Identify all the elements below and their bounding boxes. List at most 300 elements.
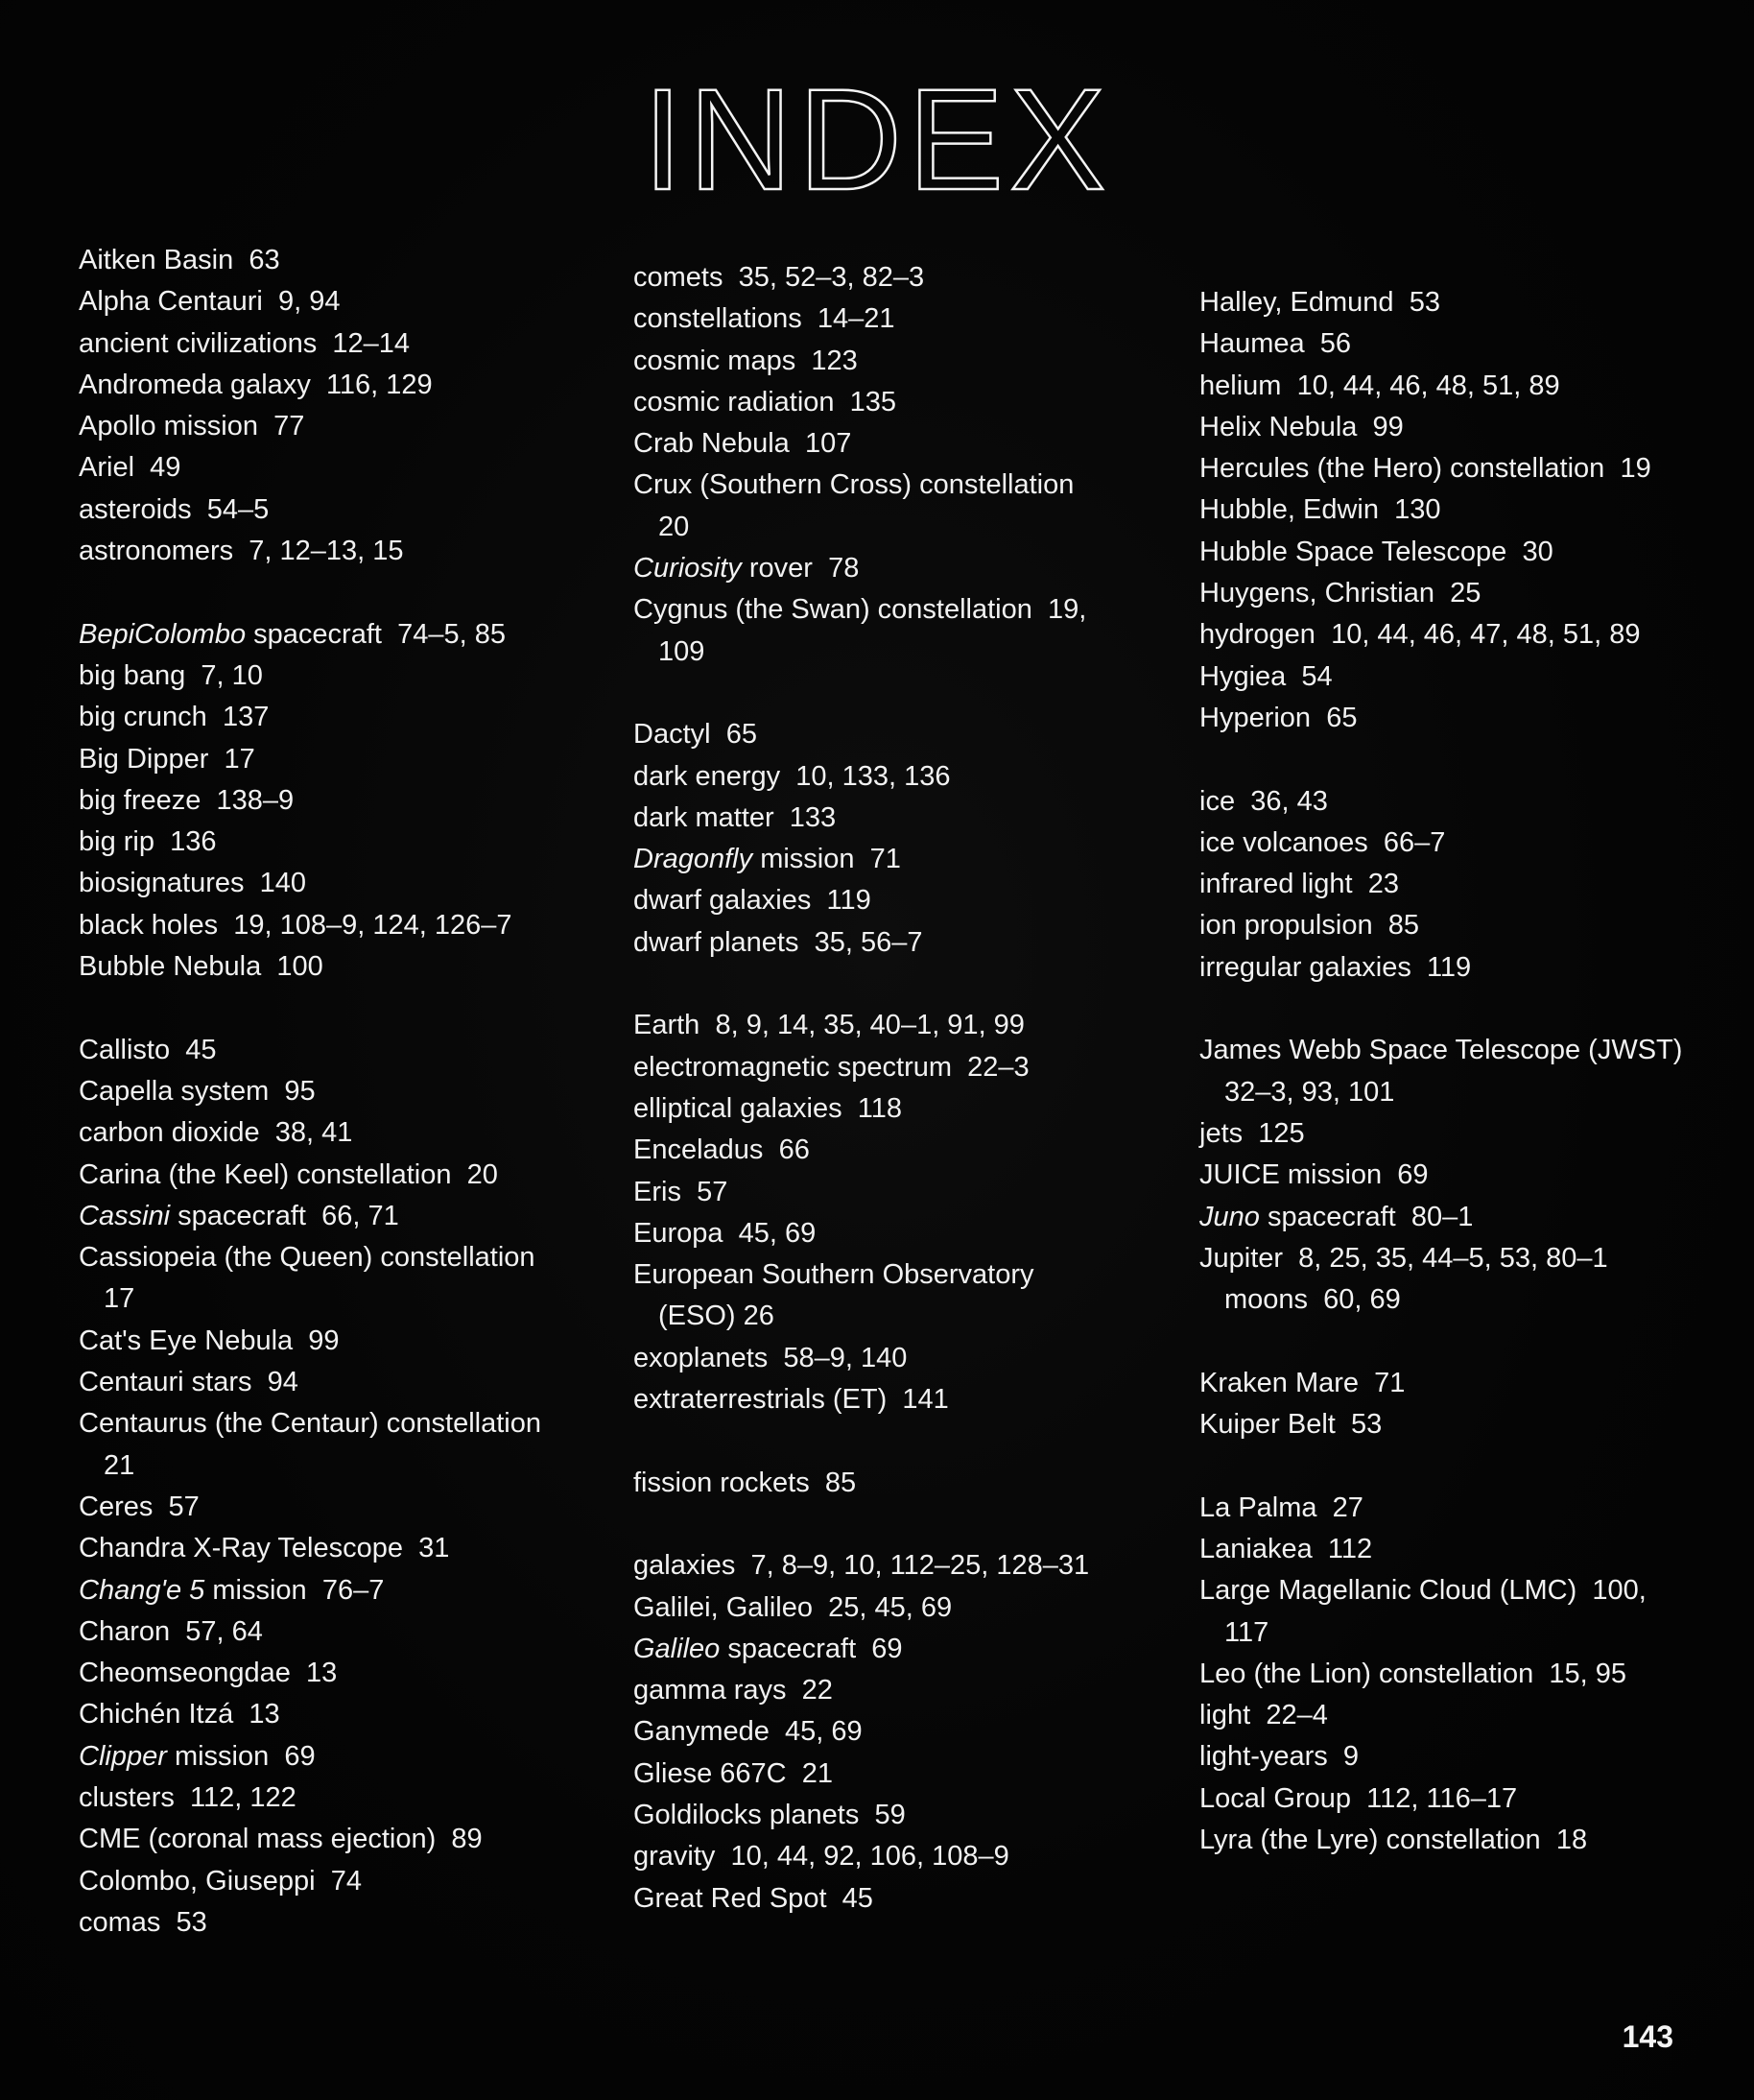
- index-entry: [633, 1878, 1151, 1920]
- index-term: jets: [1199, 1117, 1244, 1149]
- index-entry: [633, 1005, 1151, 1046]
- index-pages: 112, 122: [190, 1781, 296, 1813]
- index-entry: [79, 1570, 578, 1611]
- index-term: Goldilocks planets: [633, 1799, 860, 1830]
- index-entry: [79, 447, 578, 489]
- index-entry: [79, 1694, 578, 1735]
- index-pages: 116, 129: [325, 369, 433, 400]
- index-term: Dactyl: [633, 719, 711, 751]
- index-entry: [1199, 698, 1698, 739]
- index-pages: 45: [185, 1034, 217, 1065]
- index-pages: 36, 43: [1250, 785, 1328, 817]
- index-entry: [1199, 781, 1698, 823]
- index-term: black holes: [79, 909, 219, 941]
- index-term: Crab Nebula: [633, 428, 790, 460]
- index-term: Halley, Edmund: [1199, 287, 1394, 318]
- index-term: Centauri stars: [79, 1367, 252, 1398]
- index-entry: [1199, 864, 1698, 905]
- index-term: light-years: [1199, 1741, 1328, 1773]
- index-entry: [79, 739, 578, 780]
- index-term: Alpha Centauri: [79, 286, 263, 318]
- index-entry-continuation: [1199, 1072, 1698, 1113]
- index-pages: 56: [1319, 328, 1352, 360]
- index-entry: [79, 697, 578, 738]
- index-entry: [79, 1196, 578, 1237]
- index-pages: 9: [1342, 1741, 1360, 1773]
- index-pages: 135: [849, 386, 897, 418]
- index-pages: 65: [1326, 702, 1358, 733]
- index-entry: [79, 614, 578, 656]
- index-entry: [1199, 1488, 1698, 1529]
- index-entry: [79, 489, 578, 531]
- index-pages: 71: [869, 844, 901, 875]
- index-entry: [79, 1653, 578, 1694]
- index-term-suffix: spacecraft: [1267, 1201, 1396, 1232]
- index-entry: [1199, 282, 1698, 323]
- index-term: ion propulsion: [1199, 910, 1373, 942]
- index-entry: [1199, 1820, 1698, 1861]
- index-entry: [1199, 1404, 1698, 1445]
- index-term: Andromeda galaxy: [79, 369, 311, 400]
- index-pages: 130: [1394, 494, 1441, 526]
- index-subpages: 60, 69: [1323, 1284, 1401, 1316]
- index-term: Europa: [633, 1217, 723, 1249]
- index-term: Charon: [79, 1615, 171, 1647]
- index-entry: [633, 1587, 1151, 1629]
- index-entry: [633, 1379, 1151, 1420]
- index-entry: [633, 1213, 1151, 1254]
- index-pages: 7, 12–13, 15: [249, 536, 404, 567]
- index-pages: 27: [1332, 1491, 1363, 1523]
- index-pages: 94: [267, 1367, 298, 1398]
- index-term: big crunch: [79, 702, 207, 733]
- index-pages: 133: [789, 801, 837, 833]
- index-term: BepiColombo: [79, 618, 247, 650]
- index-term: Laniakea: [1199, 1533, 1313, 1564]
- index-term-continuation: (ESO): [658, 1301, 736, 1332]
- index-entry: [79, 240, 578, 281]
- index-pages: 35, 56–7: [814, 926, 923, 958]
- index-entry: [79, 1736, 578, 1778]
- index-entry: [79, 822, 578, 863]
- index-entry: [1199, 1155, 1698, 1196]
- index-pages: 57, 64: [185, 1615, 263, 1647]
- index-term: Callisto: [79, 1034, 171, 1065]
- index-pages: 12–14: [332, 327, 411, 359]
- index-term: Centaurus (the Centaur) constellation: [79, 1408, 541, 1440]
- index-pages: 22–4: [1266, 1700, 1328, 1731]
- index-term: JUICE mission: [1199, 1159, 1383, 1191]
- index-entry: [633, 1754, 1151, 1795]
- index-pages: 23: [1367, 869, 1399, 900]
- index-entry: [79, 365, 578, 406]
- index-term-suffix: spacecraft: [727, 1633, 857, 1664]
- index-pages: 22–3: [967, 1051, 1030, 1083]
- index-pages: 7, 10: [201, 659, 263, 691]
- index-entry: [79, 1902, 578, 1944]
- index-pages: 63: [249, 245, 280, 275]
- index-pages: 66: [778, 1134, 810, 1166]
- index-term: Aitken Basin: [79, 245, 234, 275]
- index-term-suffix: mission: [174, 1740, 270, 1772]
- index-entry: [1199, 532, 1698, 573]
- index-pages: 80–1: [1410, 1201, 1474, 1232]
- index-entry: [1199, 614, 1698, 656]
- index-pages: 10, 44, 92, 106, 108–9: [730, 1841, 1009, 1873]
- index-entry: [1199, 1570, 1698, 1654]
- index-pages: 123: [811, 345, 858, 376]
- index-pages: 77: [273, 411, 305, 442]
- index-term: Galilei, Galileo: [633, 1591, 813, 1623]
- index-term: Juno: [1199, 1201, 1260, 1232]
- index-term: ancient civilizations: [79, 327, 318, 359]
- index-pages: 71: [1374, 1367, 1406, 1398]
- index-term: gravity: [633, 1841, 716, 1873]
- index-entry: [633, 548, 1151, 589]
- index-entry: [1199, 656, 1698, 698]
- index-entry-continuation: [79, 1445, 578, 1487]
- index-term: electromagnetic spectrum: [633, 1051, 953, 1083]
- index-pages: 69: [1397, 1159, 1429, 1191]
- index-term: dwarf galaxies: [633, 885, 812, 917]
- index-term: Ganymede: [633, 1716, 770, 1748]
- index-term: comas: [79, 1906, 161, 1938]
- index-pages: 95: [284, 1075, 316, 1107]
- index-entry: [633, 839, 1151, 880]
- index-term: dark matter: [633, 801, 774, 833]
- index-pages: 59: [874, 1799, 906, 1830]
- index-pages: 20: [658, 511, 690, 542]
- index-term: Local Group: [1199, 1782, 1351, 1814]
- index-term: Curiosity: [633, 553, 742, 585]
- index-term: biosignatures: [79, 868, 245, 899]
- index-subterm: moons: [1224, 1284, 1309, 1316]
- index-pages: 74: [330, 1865, 363, 1897]
- index-term: dark energy: [633, 760, 781, 792]
- index-pages: 118: [857, 1092, 902, 1124]
- index-term: Chang'e 5: [79, 1574, 205, 1606]
- index-term: Bubble Nebula: [79, 951, 262, 983]
- index-entry: [633, 1670, 1151, 1711]
- index-entry: [79, 281, 578, 322]
- index-entry: [633, 298, 1151, 340]
- index-pages: 21: [801, 1757, 833, 1789]
- index-term: James Webb Space Telescope (JWST): [1199, 1035, 1683, 1066]
- page-number: 143: [1622, 2019, 1673, 2054]
- index-entry: [633, 798, 1151, 839]
- index-entry: [1199, 366, 1698, 407]
- index-pages: 17: [104, 1283, 135, 1315]
- index-entry: [633, 423, 1151, 465]
- index-pages: 35, 52–3, 82–3: [738, 262, 925, 293]
- index-pages: 10, 44, 46, 47, 48, 51, 89: [1331, 619, 1641, 651]
- index-pages: 58–9, 140: [783, 1342, 908, 1373]
- index-entry: [633, 1711, 1151, 1753]
- index-pages: 14–21: [817, 303, 895, 335]
- index-entry: [633, 1629, 1151, 1670]
- index-term: helium: [1199, 370, 1282, 401]
- index-term: clusters: [79, 1781, 175, 1813]
- index-term: Hubble, Edwin: [1199, 494, 1379, 526]
- section-gap: [1199, 989, 1698, 1030]
- index-entry: [79, 780, 578, 822]
- section-gap: [79, 988, 578, 1029]
- index-entry: [633, 1172, 1151, 1213]
- index-term: constellations: [633, 303, 802, 335]
- index-entry: [79, 1362, 578, 1403]
- index-pages: 45, 69: [784, 1716, 863, 1748]
- index-pages: 112: [1327, 1533, 1373, 1564]
- index-entry: [79, 406, 578, 447]
- index-entry: [633, 1545, 1151, 1587]
- index-term: asteroids: [79, 493, 192, 525]
- index-pages: 18: [1555, 1824, 1588, 1855]
- index-term-suffix: spacecraft: [178, 1200, 306, 1231]
- index-pages: 112, 116–17: [1366, 1782, 1518, 1814]
- index-entry: [1199, 407, 1698, 448]
- index-term: Colombo, Giuseppi: [79, 1865, 316, 1897]
- index-entry: [79, 1112, 578, 1154]
- index-pages: 19, 108–9, 124, 126–7: [233, 909, 512, 941]
- index-term: carbon dioxide: [79, 1117, 260, 1149]
- index-pages: 99: [1372, 411, 1404, 442]
- index-entry: [1199, 1363, 1698, 1404]
- index-entry: [633, 1795, 1151, 1836]
- index-term: Chandra X-Ray Telescope: [79, 1533, 403, 1564]
- index-pages: 137: [222, 702, 270, 733]
- index-term: Galileo: [633, 1633, 721, 1664]
- index-term: irregular galaxies: [1199, 951, 1411, 983]
- index-entry: [79, 1611, 578, 1653]
- index-pages: 53: [176, 1906, 207, 1938]
- index-pages: 119: [1426, 951, 1472, 983]
- index-term: Cygnus (the Swan) constellation: [633, 594, 1032, 626]
- index-pages: 38, 41: [274, 1117, 353, 1149]
- index-pages: 26: [743, 1301, 774, 1332]
- index-term: Gliese 667C: [633, 1757, 787, 1789]
- index-entry: [633, 1254, 1151, 1338]
- index-pages: 140: [259, 868, 307, 899]
- index-entry: [79, 531, 578, 572]
- index-pages: 22: [801, 1675, 833, 1706]
- index-pages: 66–7: [1383, 826, 1446, 858]
- index-pages: 25, 45, 69: [828, 1591, 953, 1623]
- index-term: big rip: [79, 826, 154, 858]
- index-pages: 21: [104, 1449, 135, 1481]
- index-entry: [633, 1130, 1151, 1171]
- index-column-2: [633, 257, 1151, 1920]
- index-column-3: [1199, 282, 1698, 1861]
- index-pages: 53: [1409, 287, 1440, 318]
- index-entry: [633, 1463, 1151, 1504]
- index-term: Crux (Southern Cross) constellation: [633, 469, 1075, 501]
- index-term: cosmic radiation: [633, 386, 835, 418]
- index-entry: [1199, 1778, 1698, 1820]
- index-entry: [1199, 489, 1698, 531]
- index-pages: 78: [828, 553, 860, 585]
- index-pages-continuation: 117: [1224, 1616, 1269, 1648]
- index-term: hydrogen: [1199, 619, 1316, 651]
- index-term: Carina (the Keel) constellation: [79, 1158, 452, 1190]
- index-term: Hygiea: [1199, 660, 1287, 692]
- index-entry: [1199, 1030, 1698, 1113]
- index-entry: [79, 946, 578, 988]
- index-pages: 7, 8–9, 10, 112–25, 128–31: [750, 1550, 1090, 1582]
- index-term: Clipper: [79, 1740, 167, 1772]
- index-entry: [633, 465, 1151, 548]
- index-entry: [633, 1338, 1151, 1379]
- index-entry: [1199, 1529, 1698, 1570]
- index-entry: [633, 257, 1151, 298]
- index-term: Kuiper Belt: [1199, 1409, 1336, 1441]
- index-term: infrared light: [1199, 869, 1353, 900]
- index-term: European Southern Observatory: [633, 1259, 1034, 1291]
- index-column-1: [79, 240, 578, 1944]
- index-pages: 69: [284, 1740, 316, 1772]
- index-term: comets: [633, 262, 723, 293]
- index-pages: 125: [1258, 1117, 1305, 1149]
- index-pages: 107: [804, 428, 852, 460]
- index-entry-continuation: [633, 507, 1151, 548]
- section-gap: [633, 1420, 1151, 1462]
- index-term: Cheomseongdae: [79, 1658, 291, 1689]
- index-term: elliptical galaxies: [633, 1092, 842, 1124]
- index-term: Chichén Itzá: [79, 1699, 234, 1730]
- index-term: Ariel: [79, 452, 135, 484]
- index-term: fission rockets: [633, 1467, 810, 1498]
- index-entry: [79, 1778, 578, 1819]
- index-pages-continuation: 109: [658, 635, 705, 667]
- index-pages: 19,: [1048, 594, 1087, 626]
- index-entry-continuation: [633, 1296, 1151, 1337]
- index-entry: [633, 341, 1151, 382]
- index-pages: 8, 9, 14, 35, 40–1, 91, 99: [715, 1010, 1025, 1041]
- index-term: astronomers: [79, 536, 234, 567]
- index-pages: 17: [224, 743, 255, 775]
- index-term: Cassiopeia (the Queen) constellation: [79, 1242, 535, 1274]
- index-pages: 57: [697, 1176, 728, 1207]
- index-term: big bang: [79, 659, 186, 691]
- index-pages: 85: [1387, 910, 1419, 942]
- index-entry: [79, 1403, 578, 1487]
- index-term: galaxies: [633, 1550, 736, 1582]
- index-term: Apollo mission: [79, 411, 258, 442]
- index-pages: 119: [826, 885, 871, 917]
- index-term: dwarf planets: [633, 926, 799, 958]
- index-term: Leo (the Lion) constellation: [1199, 1658, 1534, 1689]
- index-term: Big Dipper: [79, 743, 209, 775]
- index-pages: 20: [466, 1158, 498, 1190]
- index-entry: [1199, 1654, 1698, 1695]
- index-term: extraterrestrials (ET): [633, 1384, 888, 1416]
- index-entry: [633, 382, 1151, 423]
- index-pages: 31: [418, 1533, 450, 1564]
- index-pages: 69: [871, 1633, 903, 1664]
- index-pages: 10, 133, 136: [795, 760, 951, 792]
- index-pages: 74–5, 85: [397, 618, 506, 650]
- section-gap: [633, 964, 1151, 1005]
- index-pages: 66, 71: [321, 1200, 399, 1231]
- index-pages: 49: [150, 452, 181, 484]
- index-entry: [1199, 947, 1698, 989]
- index-pages: 54–5: [206, 493, 270, 525]
- index-pages: 19: [1620, 453, 1651, 485]
- index-term-suffix: mission: [212, 1574, 307, 1606]
- index-entry: [1199, 1736, 1698, 1778]
- index-entry: [1199, 823, 1698, 864]
- index-pages: 9, 94: [277, 286, 341, 318]
- index-entry: [633, 922, 1151, 964]
- index-entry: [79, 1071, 578, 1112]
- index-term: Large Magellanic Cloud (LMC): [1199, 1575, 1577, 1607]
- index-term: Hyperion: [1199, 702, 1312, 733]
- index-term: Kraken Mare: [1199, 1367, 1360, 1398]
- index-entry: [1199, 448, 1698, 489]
- index-pages: 54: [1301, 660, 1333, 692]
- index-term: Hercules (the Hero) constellation: [1199, 453, 1605, 485]
- index-entry: [1199, 1695, 1698, 1736]
- section-gap: [1199, 1321, 1698, 1362]
- index-term: Huygens, Christian: [1199, 578, 1434, 609]
- index-term: La Palma: [1199, 1491, 1317, 1523]
- index-entry: [633, 880, 1151, 921]
- index-pages: 100,: [1592, 1575, 1647, 1607]
- index-term-suffix: spacecraft: [253, 618, 382, 650]
- index-pages: 53: [1350, 1409, 1383, 1441]
- index-term: Hubble Space Telescope: [1199, 536, 1507, 567]
- index-subentry: [1199, 1279, 1698, 1321]
- index-entry: [1199, 1238, 1698, 1322]
- index-term: ice volcanoes: [1199, 826, 1368, 858]
- index-term: Great Red Spot: [633, 1882, 827, 1914]
- index-term: big freeze: [79, 784, 201, 816]
- index-term: Cassini: [79, 1200, 171, 1231]
- index-entry: [633, 1047, 1151, 1088]
- index-pages: 65: [725, 719, 757, 751]
- index-term: Earth: [633, 1010, 700, 1041]
- index-entry: [79, 1528, 578, 1569]
- index-pages: 76–7: [321, 1574, 385, 1606]
- index-pages: 32–3, 93, 101: [1224, 1076, 1395, 1108]
- index-pages: 99: [308, 1324, 340, 1356]
- index-entry: [633, 714, 1151, 755]
- index-term: CME (coronal mass ejection): [79, 1824, 437, 1855]
- index-pages: 30: [1522, 536, 1553, 567]
- index-entry: [79, 1030, 578, 1071]
- index-entry: [633, 589, 1151, 673]
- index-term: Dragonfly: [633, 844, 753, 875]
- index-entry: [79, 1487, 578, 1528]
- index-pages: 138–9: [216, 784, 295, 816]
- index-pages: 8, 25, 35, 44–5, 53, 80–1: [1298, 1242, 1608, 1274]
- index-term: ice: [1199, 785, 1236, 817]
- index-entry: [79, 323, 578, 365]
- index-term: cosmic maps: [633, 345, 796, 376]
- index-pages: 136: [170, 826, 217, 858]
- index-term: Capella system: [79, 1075, 270, 1107]
- index-entry: [633, 756, 1151, 798]
- section-gap: [633, 1504, 1151, 1545]
- index-entry: [1199, 1113, 1698, 1155]
- index-entry-continuation: [79, 1278, 578, 1320]
- index-pages: 141: [902, 1384, 949, 1416]
- index-term-suffix: rover: [748, 553, 813, 585]
- index-entry: [633, 1836, 1151, 1877]
- index-entry: [79, 1861, 578, 1902]
- index-entry: [1199, 1197, 1698, 1238]
- index-term-suffix: mission: [760, 844, 855, 875]
- index-entry: [633, 1088, 1151, 1130]
